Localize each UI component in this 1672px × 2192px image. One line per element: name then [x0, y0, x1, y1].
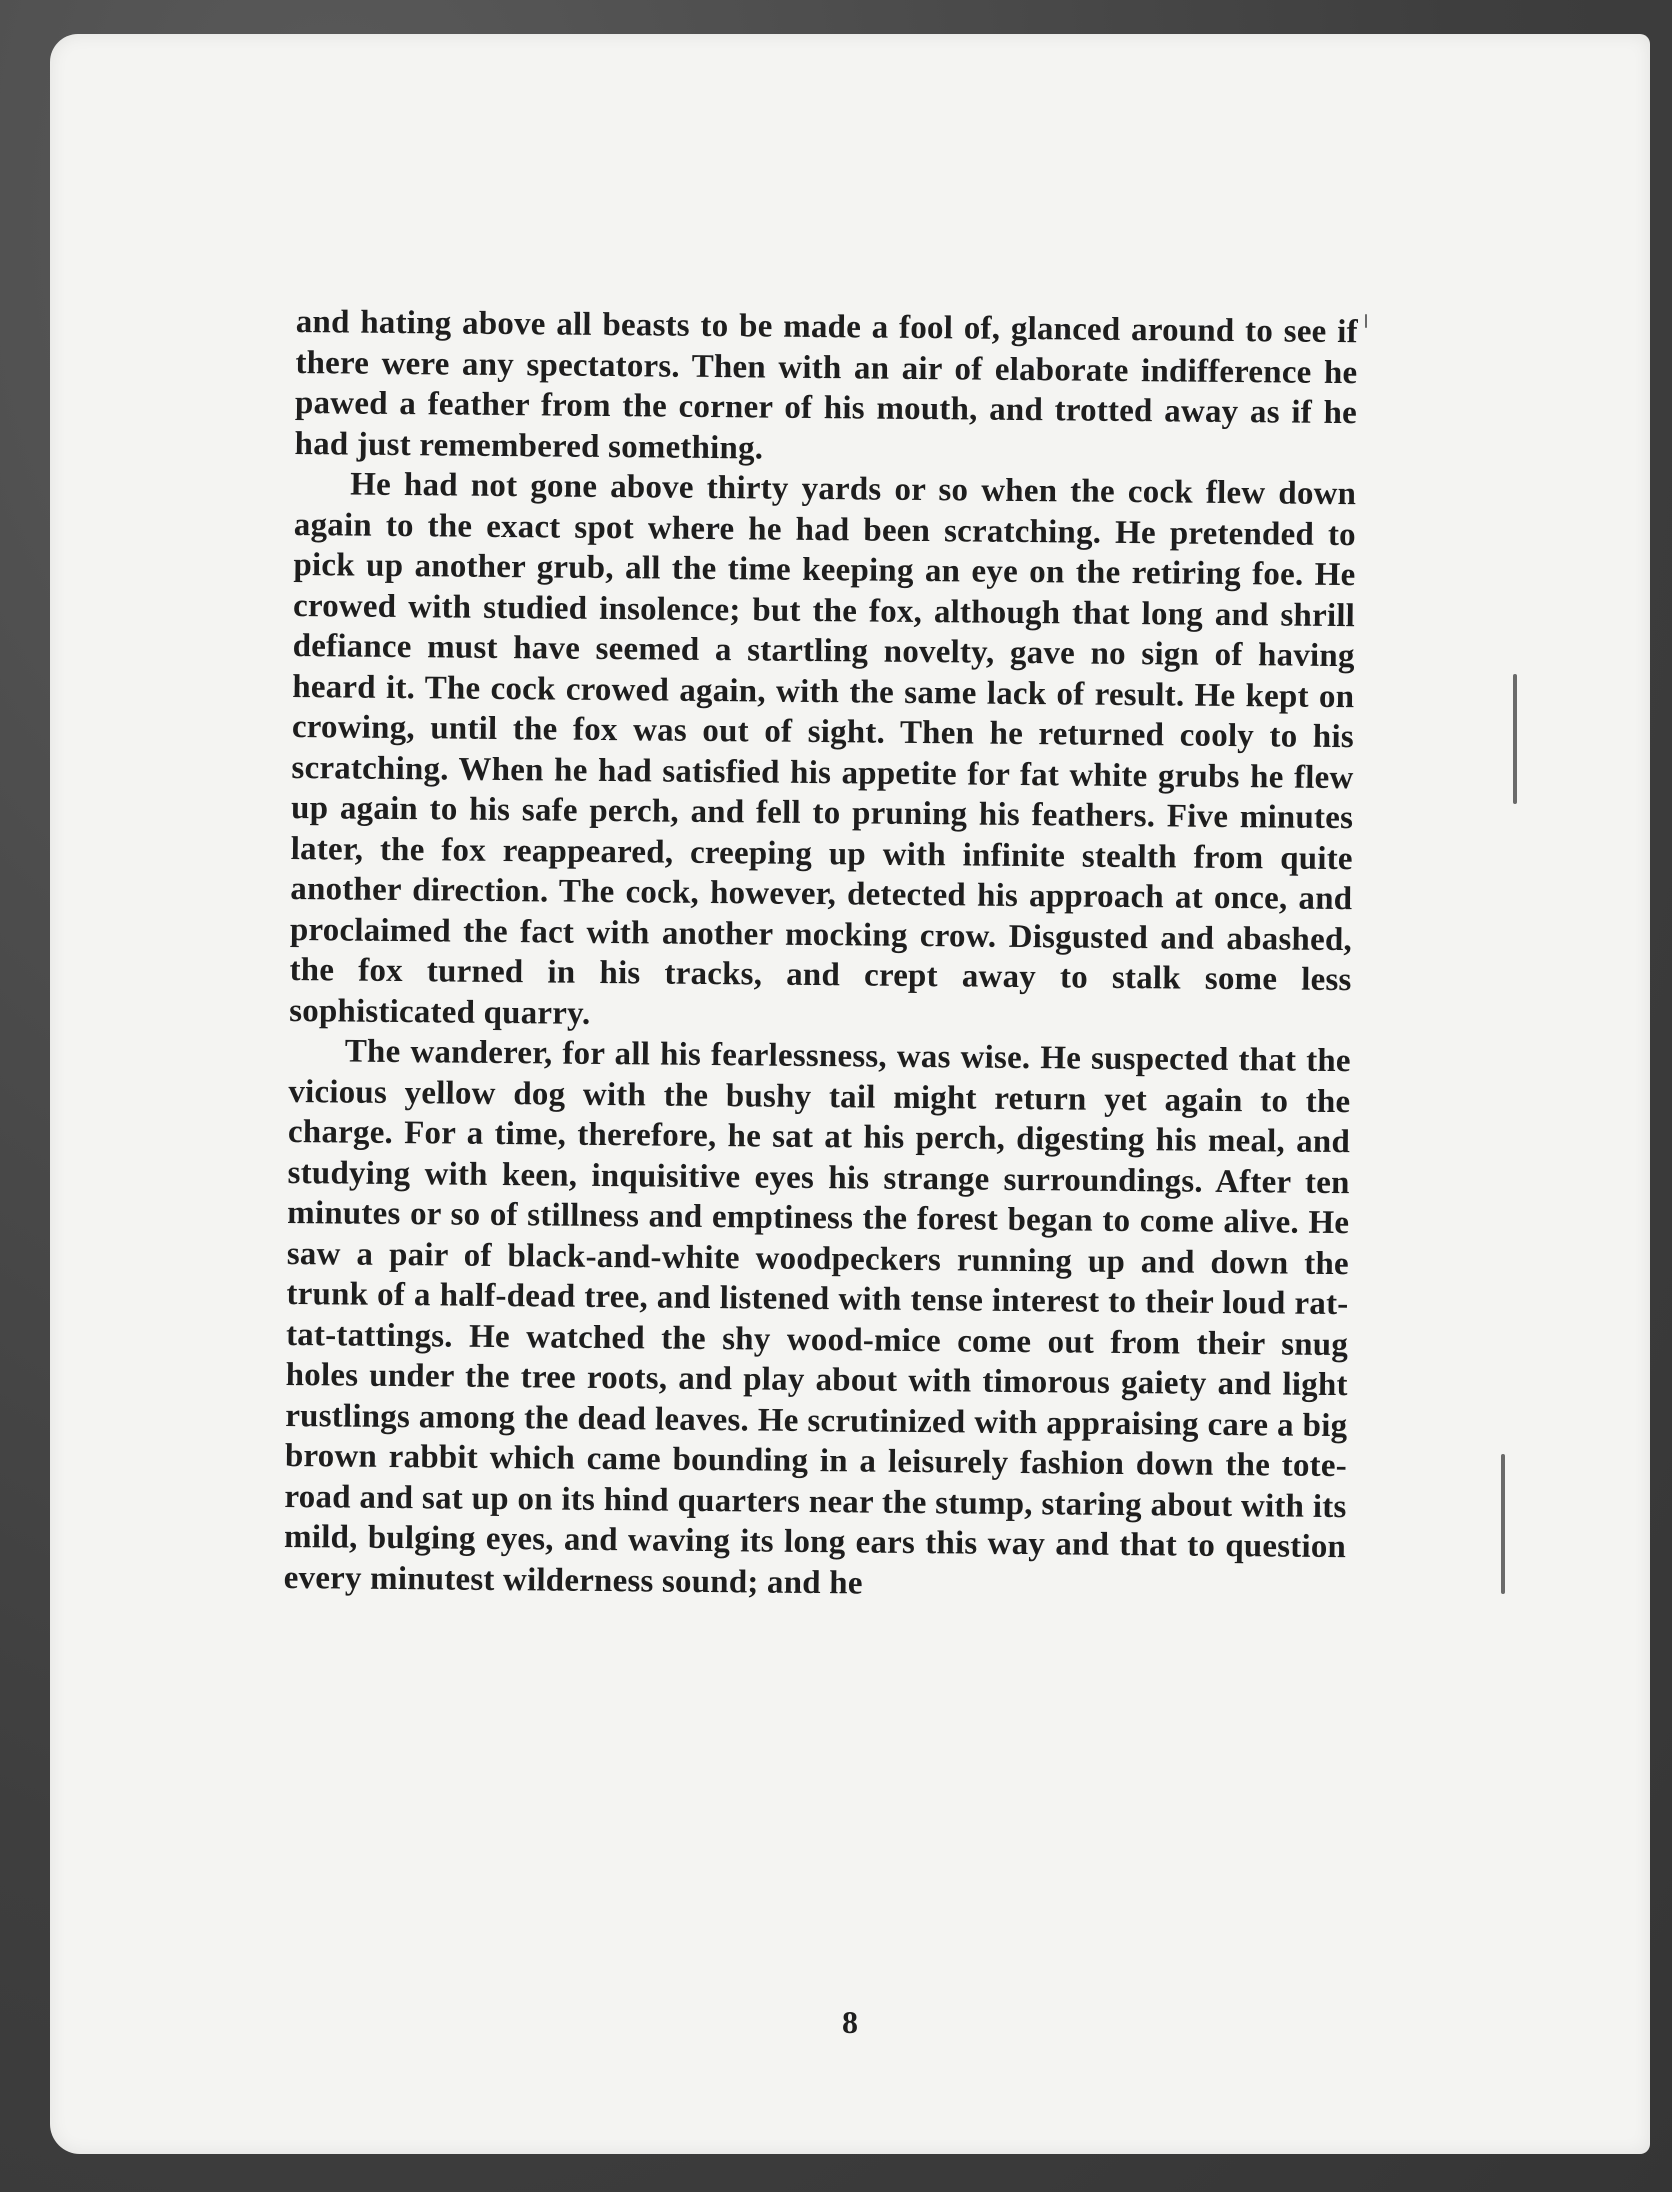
scan-artifact-mark — [1513, 674, 1517, 804]
paragraph-continued: and hating above all beasts to be made a fool of, glanced around to see if there were any spectators. Then with an air of elaborate indifference he pawed a feather from the corner of his mouth, and trotted away as if he had just remembered something. — [294, 303, 1358, 466]
paragraph-wanderer: The wanderer, for all his fearlessness, was wise. He suspected that the vicious yellow dog with the bushy tail might return yet again to the charge. For a time, therefore, he sat at his perch, digesting his meal, and studying with keen, inquisitive eyes his strange surroundings. After ten minutes or so of stillness and emptiness the forest began to come alive. He saw a pair of black-and-white woodpeckers running up and down the trunk of a half-dead tree, and listened with tense interest to their loud rat-tat-tattings. He watched the shy wood-mice come out from their snug holes under the tree roots, and play about with timorous gaiety and light rustlings among the dead leaves. He scrutinized with appraising care a big brown rabbit which came bounding in a leisurely fashion down the tote-road and sat up on its hind quarters near the stump, staring about with its mild, bulging eyes, and waving its long ears this way and that to question every minutest wilderness sound; and he — [283, 1033, 1351, 1601]
scan-artifact-mark — [1501, 1454, 1505, 1594]
page-number: 8 — [842, 2004, 858, 2040]
scan-artifact-mark — [1365, 314, 1367, 328]
body-text — [284, 302, 1358, 1608]
paragraph-fox-and-cock: He had not gone above thirty yards or so when the cock flew down again to the exact spot where he had been scratching. He pretended to pick up another grub, all the time keeping an eye on the retiring foe. He crowed with studied insolence; but the fox, although that long and shrill defiance must have seemed a startling novelty, gave no sign of having heard it. The cock crowed again, with the same lack of result. He kept on crowing, until the fox was out of sight. Then he returned cooly to his scratching. When he had satisfied his appetite for fat white grubs he flew up again to his safe perch, and fell to pruning his feathers. Five minutes later, the fox reappeared, creeping up with infinite stealth from quite another direction. The cock, however, detected his approach at once, and proclaimed the fact with another mocking crow. Disgusted and abashed, the fox turned in his tracks, and crept away to stalk some less sophisticated quarry. — [289, 466, 1357, 1032]
book-page — [50, 34, 1650, 2154]
